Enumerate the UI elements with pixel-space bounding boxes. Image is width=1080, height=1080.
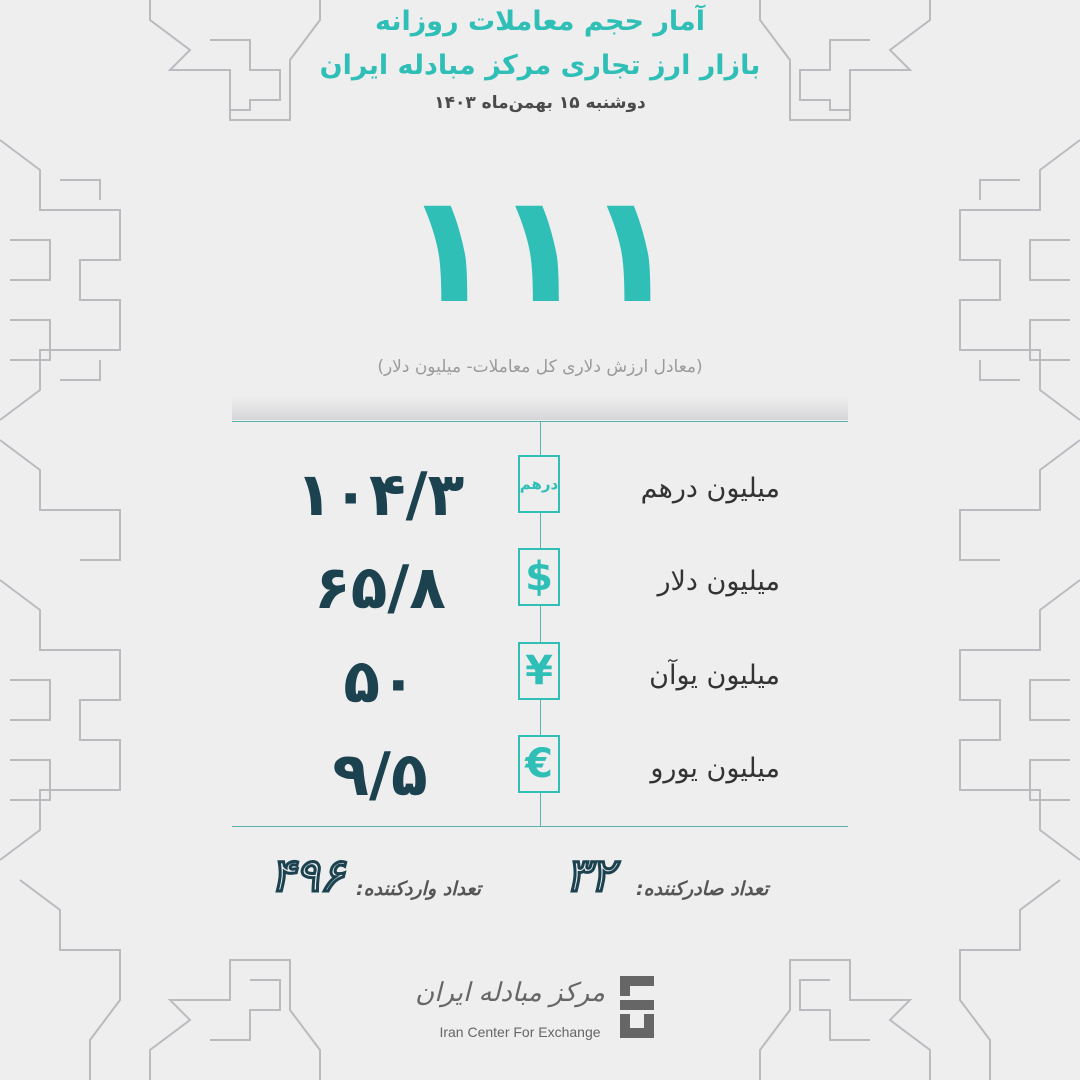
row-label-dirham: میلیون درهم <box>640 473 780 504</box>
logo-wordmark-en: Iran Center For Exchange <box>439 1024 601 1040</box>
title-line-1: آمار حجم معاملات روزانه <box>374 6 706 37</box>
row-value-euro: ۹/۵ <box>332 740 428 810</box>
table-bottom-divider <box>232 826 848 827</box>
title-line-2: بازار ارز تجاری مرکز مبادله ایران <box>319 50 761 81</box>
table-top-shadow <box>232 396 848 420</box>
row-value-yuan: ۵۰ <box>343 647 417 717</box>
row-label-yuan: میلیون یوآن <box>649 660 780 691</box>
row-value-dollar: ۶۵/۸ <box>314 553 446 623</box>
total-volume-value: ۱۱۱ <box>402 163 678 337</box>
yuan-icon: ¥ <box>518 642 560 700</box>
exporters-count-value: ۳۲ <box>565 848 615 902</box>
exporters-count-label: تعداد صادرکننده: <box>636 878 769 900</box>
row-value-dirham: ۱۰۴/۳ <box>295 460 465 530</box>
row-label-euro: میلیون یورو <box>650 753 780 784</box>
dirham-icon: درهم <box>518 455 560 513</box>
logo-wordmark-fa: مرکز مبادله ایران <box>415 978 605 1008</box>
importers-count-label: تعداد واردکننده: <box>356 878 481 900</box>
dollar-icon: $ <box>518 548 560 606</box>
importers-count-value: ۴۹۶ <box>270 848 345 902</box>
row-label-dollar: میلیون دلار <box>657 566 780 597</box>
total-volume-caption: (معادل ارزش دلاری کل معاملات- میلیون دلار) <box>377 357 703 377</box>
euro-icon: € <box>518 735 560 793</box>
report-date: دوشنبه ۱۵ بهمن‌ماه ۱۴۰۳ <box>434 93 646 113</box>
ice-logo-icon <box>616 972 658 1042</box>
